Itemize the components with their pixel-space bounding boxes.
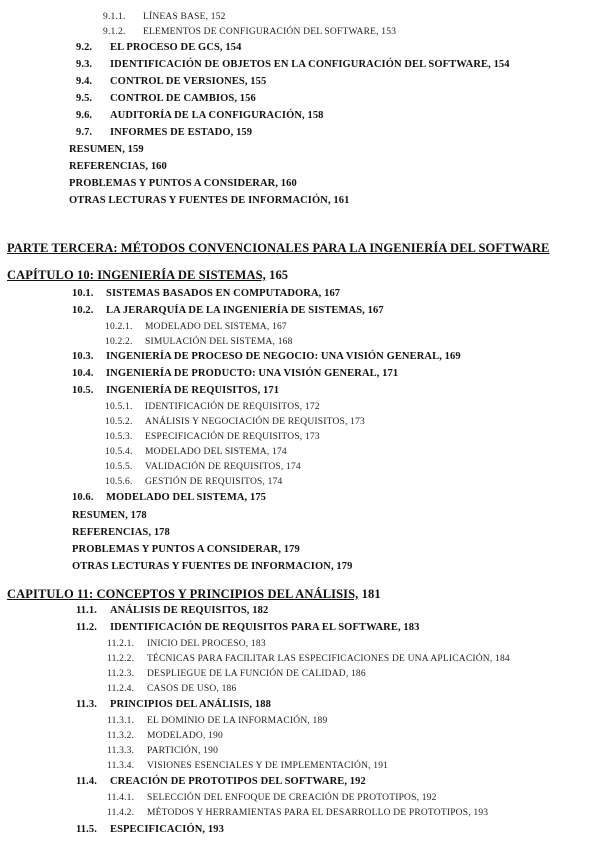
toc-subsection (107, 682, 236, 696)
toc-title: MODELADO DEL SISTEMA, 167 (145, 322, 287, 332)
toc-title: CONTROL DE CAMBIOS, 156 (110, 93, 256, 104)
toc-number: 11.1. (76, 605, 97, 616)
toc-chapter-end-item (69, 194, 349, 208)
toc-title: CASOS DE USO, 186 (147, 684, 237, 694)
toc-title: ANÁLISIS DE REQUISITOS, 182 (110, 605, 269, 616)
chapter-heading (7, 587, 381, 601)
toc-subsection (105, 475, 283, 489)
toc-title: ESPECIFICACIÓN, 193 (110, 824, 224, 835)
toc-section (76, 621, 419, 635)
toc-number: 11.3.4. (107, 761, 135, 771)
toc-title: PROBLEMAS Y PUNTOS A CONSIDERAR, 179 (72, 544, 300, 555)
toc-title: PRINCIPIOS DEL ANÁLISIS, 188 (110, 699, 271, 710)
toc-chapter-end-item (72, 526, 170, 540)
toc-section (76, 823, 224, 837)
toc-subsection (107, 759, 388, 773)
toc-title: AUDITORÍA DE LA CONFIGURACIÓN, 158 (110, 110, 324, 121)
toc-section (76, 41, 241, 55)
toc-title: INGENIERÍA DE PROCESO DE NEGOCIO: UNA VISIÓN GENERAL, 169 (106, 351, 461, 362)
toc-subsection (105, 415, 365, 429)
toc-number: 10.5.4. (105, 447, 133, 457)
toc-title: ANÁLISIS Y NEGOCIACIÓN DE REQUISITOS, 173 (145, 417, 366, 427)
toc-number: 9.5. (76, 93, 93, 104)
toc-section (76, 698, 271, 712)
toc-subsection (105, 460, 301, 474)
toc-number: 10.6. (72, 492, 94, 503)
toc-number: 10.5.3. (105, 432, 133, 442)
toc-chapter-end-item (72, 509, 147, 523)
toc-subsection (107, 729, 223, 743)
toc-chapter-end-item (69, 160, 167, 174)
toc-number: 11.4.2. (107, 808, 135, 818)
toc-title: REFERENCIAS, 160 (69, 161, 167, 172)
toc-subsection (107, 791, 437, 805)
toc-number: 9.2. (76, 42, 93, 53)
toc-number: 10.4. (72, 368, 94, 379)
toc-title: MODELADO, 190 (147, 731, 223, 741)
toc-title: ESPECIFICACIÓN DE REQUISITOS, 173 (145, 432, 320, 442)
toc-number: 11.3.2. (107, 731, 135, 741)
toc-title: MÉTODOS Y HERRAMIENTAS PARA EL DESARROLLO DE PROTOTIPOS, 193 (147, 808, 489, 818)
toc-number: 11.4. (76, 776, 97, 787)
toc-title: IDENTIFICACIÓN DE REQUISITOS PARA EL SOFTWARE, 183 (110, 622, 420, 633)
toc-section (72, 350, 461, 364)
toc-title: RESUMEN, 178 (72, 510, 147, 521)
toc-section (76, 92, 256, 106)
toc-number: 11.2. (76, 622, 97, 633)
toc-number: 10.2.2. (105, 337, 133, 347)
toc-title: LÍNEAS BASE, 152 (143, 12, 226, 22)
toc-title: TÉCNICAS PARA FACILITAR LAS ESPECIFICACIONES DE UNA APLICACIÓN, 184 (147, 654, 510, 664)
toc-chapter-end-item (72, 560, 352, 574)
toc-number: 10.2. (72, 305, 94, 316)
toc-chapter-end-item (69, 143, 144, 157)
toc-title: VISIONES ESENCIALES Y DE IMPLEMENTACIÓN, 191 (147, 761, 389, 771)
toc-subsection (107, 652, 510, 666)
toc-section (76, 604, 268, 618)
toc-number: 9.6. (76, 110, 93, 121)
toc-title: PARTICIÓN, 190 (147, 746, 219, 756)
toc-title: ELEMENTOS DE CONFIGURACIÓN DEL SOFTWARE, 153 (143, 27, 397, 37)
toc-subsection (107, 744, 218, 758)
toc-title: INFORMES DE ESTADO, 159 (110, 127, 253, 138)
toc-number: 11.2.3. (107, 669, 135, 679)
toc-number: 11.3. (76, 699, 97, 710)
toc-title: MODELADO DEL SISTEMA, 174 (145, 447, 287, 457)
toc-chapter-end-item (69, 177, 297, 191)
toc-title: OTRAS LECTURAS Y FUENTES DE INFORMACION, 179 (72, 561, 353, 572)
toc-section (72, 287, 340, 301)
toc-number: 10.5.5. (105, 462, 133, 472)
toc-title: REFERENCIAS, 178 (72, 527, 170, 538)
toc-subsection (105, 445, 287, 459)
toc-section (76, 109, 324, 123)
toc-title: MODELADO DEL SISTEMA, 175 (106, 492, 267, 503)
toc-number: 10.1. (72, 288, 94, 299)
toc-title: GESTIÓN DE REQUISITOS, 174 (145, 477, 283, 487)
toc-number: 11.4.1. (107, 793, 135, 803)
toc-title: IDENTIFICACIÓN DE OBJETOS EN LA CONFIGURACIÓN DEL SOFTWARE, 154 (110, 59, 510, 70)
toc-title: VALIDACIÓN DE REQUISITOS, 174 (145, 462, 301, 472)
toc-subsection (107, 667, 366, 681)
part-heading: PARTE TERCERA: MÉTODOS CONVENCIONALES PARA LA INGENIERÍA DEL SOFTWARE (7, 241, 550, 255)
toc-title: CREACIÓN DE PROTOTIPOS DEL SOFTWARE, 192 (110, 776, 366, 787)
toc-number: 11.2.1. (107, 639, 135, 649)
toc-subsection (107, 714, 327, 728)
toc-title: EL DOMINIO DE LA INFORMACIÓN, 189 (147, 716, 328, 726)
toc-number: 10.5.6. (105, 477, 133, 487)
toc-number: 10.5.1. (105, 402, 133, 412)
toc-section (72, 491, 266, 505)
toc-number: 11.3.1. (107, 716, 135, 726)
toc-title: INGENIERÍA DE REQUISITOS, 171 (106, 385, 280, 396)
toc-title: INICIO DEL PROCESO, 183 (147, 639, 266, 649)
toc-title: SIMULACIÓN DEL SISTEMA, 168 (145, 337, 293, 347)
toc-section (72, 367, 398, 381)
toc-subsection (103, 25, 396, 39)
toc-number: 9.1.2. (103, 27, 126, 37)
toc-title: RESUMEN, 159 (69, 144, 144, 155)
toc-subsection (103, 10, 226, 24)
toc-number: 10.5.2. (105, 417, 133, 427)
toc-title: IDENTIFICACIÓN DE REQUISITOS, 172 (145, 402, 320, 412)
toc-number: 10.5. (72, 385, 94, 396)
chapter-title: CAPITULO 11: CONCEPTOS Y PRINCIPIOS DEL ANÁLISIS, (7, 587, 359, 601)
chapter-page: 165 (269, 268, 289, 282)
chapter-page: 181 (361, 587, 381, 601)
toc-title: LA JERARQUÍA DE LA INGENIERÍA DE SISTEMAS, 167 (106, 305, 384, 316)
chapter-heading (7, 268, 288, 282)
toc-number: 11.3.3. (107, 746, 135, 756)
toc-section (76, 775, 366, 789)
toc-title: SELECCIÓN DEL ENFOQUE DE CREACIÓN DE PROTOTIPOS, 192 (147, 793, 437, 803)
toc-title: PROBLEMAS Y PUNTOS A CONSIDERAR, 160 (69, 178, 297, 189)
toc-number: 10.3. (72, 351, 94, 362)
toc-number: 11.2.2. (107, 654, 135, 664)
toc-subsection (105, 430, 320, 444)
toc-section (76, 126, 252, 140)
toc-title: DESPLIEGUE DE LA FUNCIÓN DE CALIDAD, 186 (147, 669, 366, 679)
toc-title: EL PROCESO DE GCS, 154 (110, 42, 242, 53)
toc-subsection (105, 400, 320, 414)
toc-title: OTRAS LECTURAS Y FUENTES DE INFORMACIÓN, 161 (69, 195, 350, 206)
toc-section (76, 75, 266, 89)
toc-section (72, 304, 384, 318)
toc-number: 10.2.1. (105, 322, 133, 332)
toc-section (72, 384, 279, 398)
toc-number: 9.4. (76, 76, 93, 87)
toc-chapter-end-item (72, 543, 300, 557)
toc-subsection (105, 335, 293, 349)
toc-title: CONTROL DE VERSIONES, 155 (110, 76, 267, 87)
toc-number: 9.7. (76, 127, 93, 138)
toc-title: INGENIERÍA DE PRODUCTO: UNA VISIÓN GENERAL, 171 (106, 368, 399, 379)
toc-number: 9.3. (76, 59, 93, 70)
toc-number: 11.5. (76, 824, 97, 835)
toc-number: 9.1.1. (103, 12, 126, 22)
toc-number: 11.2.4. (107, 684, 135, 694)
toc-subsection (107, 637, 266, 651)
toc-title: SISTEMAS BASADOS EN COMPUTADORA, 167 (106, 288, 341, 299)
toc-section (76, 58, 510, 72)
chapter-title: CAPÍTULO 10: INGENIERÍA DE SISTEMAS, (7, 268, 266, 282)
toc-subsection (105, 320, 287, 334)
toc-subsection (107, 806, 488, 820)
